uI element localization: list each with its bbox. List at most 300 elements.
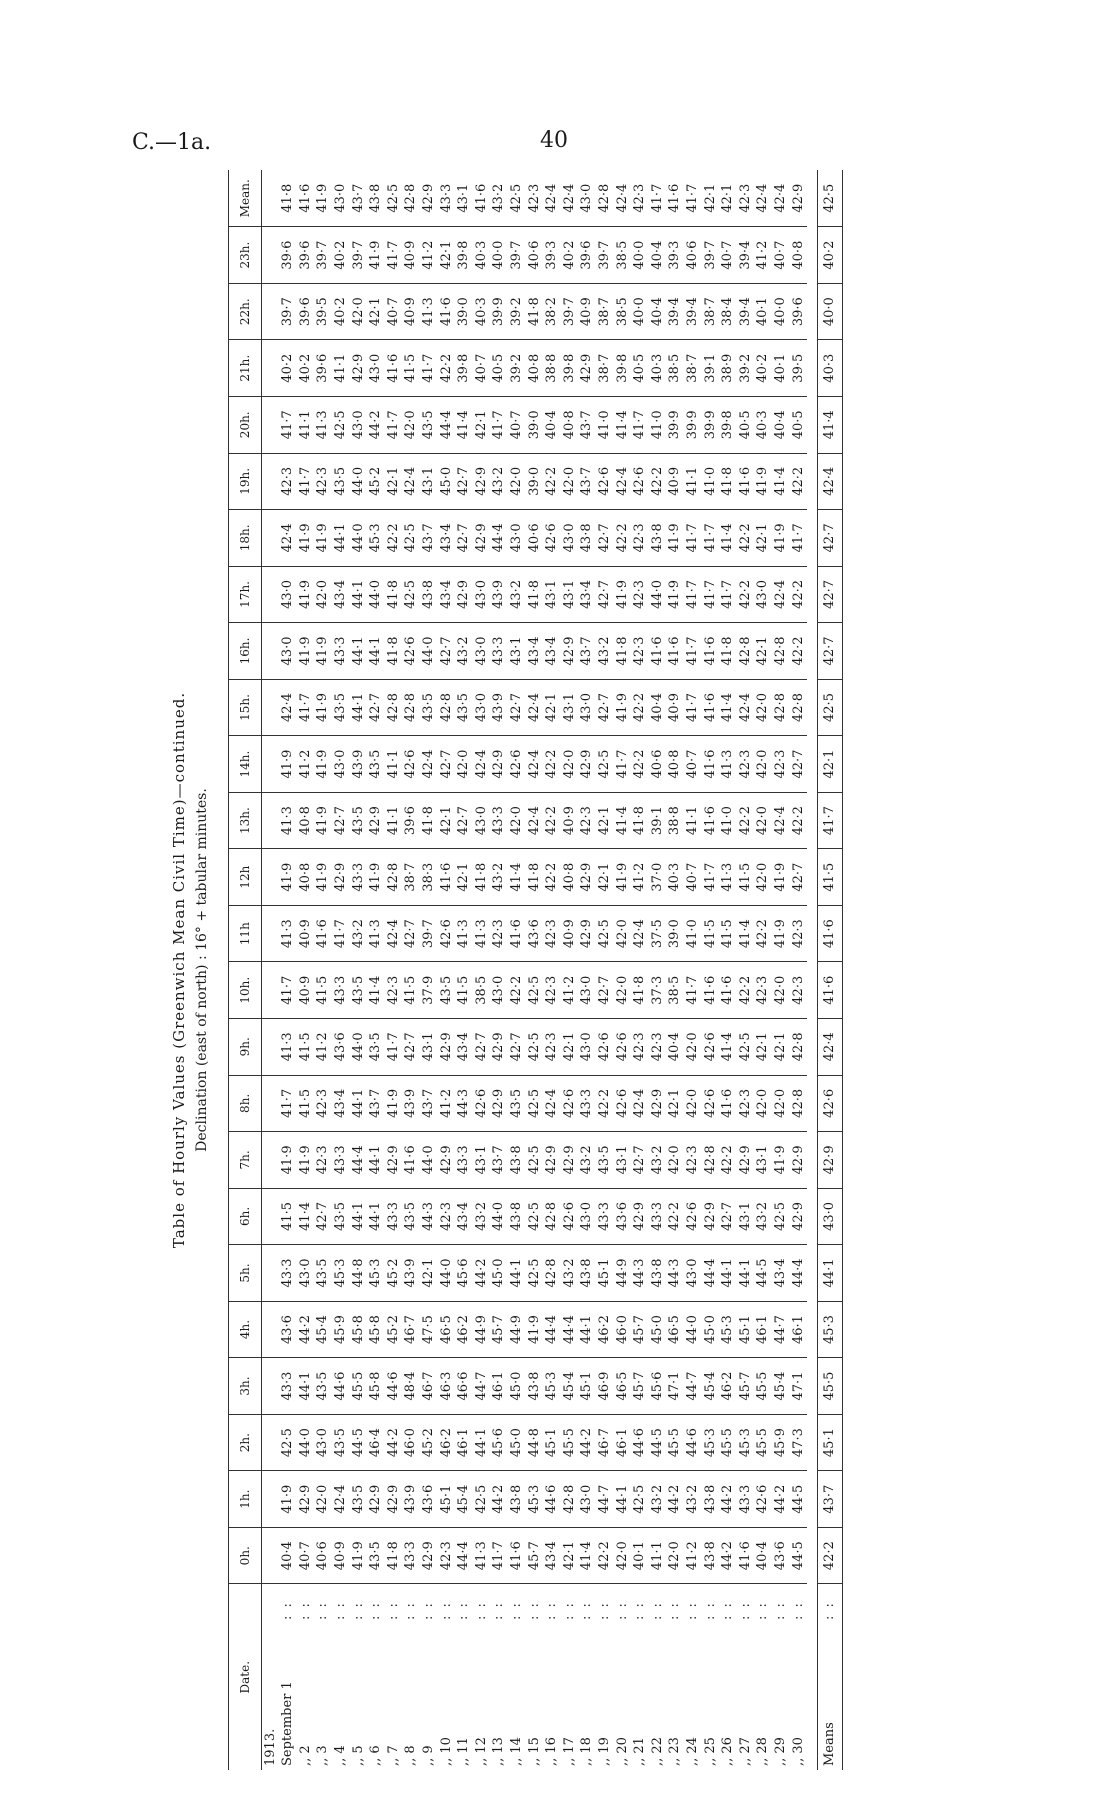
table-cell: 43·4 <box>543 623 561 680</box>
table-cell: 45·7 <box>631 1301 649 1358</box>
row-mean-cell: 42·5 <box>508 170 526 227</box>
table-cell: 43·8 <box>648 1245 666 1302</box>
table-cell: 41·7 <box>490 397 508 454</box>
table-cell: 42·1 <box>455 849 473 906</box>
table-cell: 43·4 <box>332 566 350 623</box>
table-cell: 41·6 <box>437 849 455 906</box>
table-cell: 41·7 <box>684 679 702 736</box>
table-cell: 38·7 <box>596 340 614 397</box>
table-cell: 45·7 <box>631 1358 649 1415</box>
table-cell: 41·7 <box>701 566 719 623</box>
table-cell: 44·4 <box>789 1245 807 1302</box>
table-cell: 43·0 <box>817 1188 842 1245</box>
table-cell: 42·5 <box>279 1414 297 1471</box>
table-cell: 42·9 <box>789 1132 807 1189</box>
table-cell: 47·3 <box>789 1414 807 1471</box>
table-cell: 41·0 <box>596 397 614 454</box>
table-cell: 44·1 <box>367 1132 385 1189</box>
table-cell: 43·5 <box>420 679 438 736</box>
table-cell: 39·6 <box>297 227 315 284</box>
table-cell: 42·5 <box>817 679 842 736</box>
table-cell: 40·8 <box>297 792 315 849</box>
row-leader-dots: : : <box>491 1601 507 1620</box>
row-mean-cell: 43·3 <box>437 170 455 227</box>
column-header: 9h. <box>229 1019 262 1076</box>
table-cell: 42·3 <box>631 510 649 567</box>
table-cell: 43·3 <box>490 792 508 849</box>
table-cell: 42·4 <box>420 736 438 793</box>
table-cell: 45·1 <box>817 1414 842 1471</box>
table-cell: 38·8 <box>543 340 561 397</box>
table-cell: 42·0 <box>754 736 772 793</box>
table-cell: 41·7 <box>279 1075 297 1132</box>
table-cell: 42·2 <box>736 792 754 849</box>
table-cell: 44·1 <box>719 1245 737 1302</box>
table-cell: 41·3 <box>420 283 438 340</box>
table-cell: 40·7 <box>473 340 491 397</box>
table-cell: 42·8 <box>561 1471 579 1528</box>
table-cell: 39·1 <box>648 792 666 849</box>
table-cell: 44·2 <box>490 1471 508 1528</box>
table-cell: 39·6 <box>314 340 332 397</box>
table-cell: 42·5 <box>473 1471 491 1528</box>
table-cell: 44·1 <box>508 1245 526 1302</box>
table-cell: 39·6 <box>578 227 596 284</box>
table-cell: 41·6 <box>736 1527 754 1584</box>
row-leader-dots: : : <box>473 1601 489 1620</box>
table-cell: 45·2 <box>385 1245 403 1302</box>
table-cell: 40·7 <box>508 397 526 454</box>
table-cell: 43·1 <box>561 566 579 623</box>
table-cell: 42·8 <box>402 679 420 736</box>
table-cell: 46·5 <box>437 1301 455 1358</box>
table-cell: 39·9 <box>701 397 719 454</box>
row-mean-cell: 43·1 <box>455 170 473 227</box>
table-cell: 44·8 <box>525 1414 543 1471</box>
row-date-label: ,, 5 <box>350 1745 366 1766</box>
table-cell: 41·2 <box>684 1527 702 1584</box>
table-cell: 42·4 <box>385 905 403 962</box>
table-cell: 44·2 <box>297 1301 315 1358</box>
table-cell: 44·1 <box>349 1188 367 1245</box>
row-date-label: ,, 15 <box>526 1737 542 1766</box>
table-row <box>701 170 719 1770</box>
table-cell: 41·3 <box>314 397 332 454</box>
table-cell: 41·9 <box>297 566 315 623</box>
table-cell: 44·3 <box>455 1075 473 1132</box>
table-cell: 46·7 <box>402 1301 420 1358</box>
table-cell: 42·2 <box>508 962 526 1019</box>
row-date-label: ,, 17 <box>561 1737 577 1766</box>
table-cell: 38·7 <box>684 340 702 397</box>
table-cell: 39·7 <box>596 227 614 284</box>
table-cell: 41·1 <box>684 453 702 510</box>
table-cell: 42·1 <box>817 736 842 793</box>
table-cell: 45·8 <box>367 1301 385 1358</box>
table-cell: 43·8 <box>578 510 596 567</box>
table-cell: 40·4 <box>648 227 666 284</box>
table-cell: 44·1 <box>349 1075 367 1132</box>
table-cell: 39·7 <box>349 227 367 284</box>
row-date-label: ,, 7 <box>385 1745 401 1766</box>
table-cell: 41·9 <box>367 849 385 906</box>
table-row <box>314 170 332 1770</box>
table-cell: 43·4 <box>578 566 596 623</box>
table-cell: 42·3 <box>578 792 596 849</box>
table-cell: 42·0 <box>508 792 526 849</box>
table-cell: 41·8 <box>525 849 543 906</box>
table-cell: 42·9 <box>578 736 596 793</box>
table-cell: 41·2 <box>631 849 649 906</box>
table-cell: 41·9 <box>314 792 332 849</box>
table-cell: 46·0 <box>402 1414 420 1471</box>
table-cell: 41·0 <box>684 905 702 962</box>
table-cell: 44·6 <box>684 1414 702 1471</box>
table-cell: 42·2 <box>613 510 631 567</box>
table-cell: 41·3 <box>367 905 385 962</box>
table-cell: 41·6 <box>701 623 719 680</box>
table-cell: 42·2 <box>543 792 561 849</box>
table-cell: 41·7 <box>701 849 719 906</box>
table-cell: 43·7 <box>490 1132 508 1189</box>
table-cell: 42·4 <box>279 679 297 736</box>
table-row <box>596 170 614 1770</box>
table-cell: 38·8 <box>666 792 684 849</box>
table-cell: 42·7 <box>437 736 455 793</box>
table-cell: 42·4 <box>473 736 491 793</box>
table-cell: 45·6 <box>648 1358 666 1415</box>
row-mean-cell: 43·7 <box>349 170 367 227</box>
row-mean-cell: 42·3 <box>525 170 543 227</box>
table-cell: 47·1 <box>666 1358 684 1415</box>
table-cell: 44·7 <box>596 1471 614 1528</box>
table-cell: 41·8 <box>385 566 403 623</box>
table-cell: 43·5 <box>314 1358 332 1415</box>
table-cell: 42·9 <box>437 1019 455 1076</box>
table-cell: 42·1 <box>754 1019 772 1076</box>
table-row <box>631 170 649 1770</box>
table-cell: 41·9 <box>297 623 315 680</box>
table-cell: 42·1 <box>754 623 772 680</box>
table-row <box>648 170 666 1770</box>
table-cell: 45·1 <box>543 1414 561 1471</box>
column-header: 22h. <box>229 283 262 340</box>
table-cell: 46·9 <box>596 1358 614 1415</box>
table-cell: 41·2 <box>297 736 315 793</box>
table-cell: 42·4 <box>525 736 543 793</box>
table-cell: 43·5 <box>455 679 473 736</box>
table-cell: 43·0 <box>349 397 367 454</box>
table-cell: 45·7 <box>525 1527 543 1584</box>
table-cell: 43·5 <box>332 1188 350 1245</box>
table-cell: 46·1 <box>789 1301 807 1358</box>
table-cell: 40·2 <box>561 227 579 284</box>
table-cell: 42·0 <box>684 1075 702 1132</box>
table-cell: 46·0 <box>613 1301 631 1358</box>
table-cell: 43·8 <box>508 1471 526 1528</box>
column-header: 20h. <box>229 397 262 454</box>
year-label: 1913. <box>263 1728 278 1766</box>
table-cell: 44·1 <box>817 1245 842 1302</box>
table-cell: 38·7 <box>596 283 614 340</box>
table-cell: 39·0 <box>666 905 684 962</box>
table-cell: 45·7 <box>490 1301 508 1358</box>
table-cell: 42·0 <box>561 453 579 510</box>
row-leader-dots: : : <box>817 1584 842 1620</box>
table-cell: 41·7 <box>817 792 842 849</box>
table-cell: 46·7 <box>420 1358 438 1415</box>
table-cell: 44·1 <box>349 679 367 736</box>
table-cell: 39·4 <box>736 227 754 284</box>
column-header: 5h. <box>229 1245 262 1302</box>
table-cell: 43·0 <box>578 1471 596 1528</box>
table-cell: 44·3 <box>666 1245 684 1302</box>
table-cell: 41·3 <box>473 905 491 962</box>
column-header: 8h. <box>229 1075 262 1132</box>
table-cell: 42·7 <box>596 679 614 736</box>
row-mean-cell: 43·0 <box>332 170 350 227</box>
row-leader-dots: : : <box>350 1601 366 1620</box>
table-cell: 42·3 <box>543 962 561 1019</box>
table-cell: 43·7 <box>578 397 596 454</box>
table-cell: 42·7 <box>631 1132 649 1189</box>
table-cell: 38·5 <box>613 227 631 284</box>
table-cell: 43·0 <box>754 566 772 623</box>
table-cell: 41·1 <box>684 792 702 849</box>
row-date-label: ,, 23 <box>667 1737 683 1766</box>
row-date-label: ,, 4 <box>333 1745 349 1766</box>
table-cell: 44·1 <box>367 1188 385 1245</box>
table-row <box>736 170 754 1770</box>
table-cell: 43·0 <box>367 340 385 397</box>
table-cell: 42·9 <box>385 1132 403 1189</box>
table-cell: 44·2 <box>666 1471 684 1528</box>
table-row <box>385 170 403 1770</box>
table-cell: 45·4 <box>455 1471 473 1528</box>
table-cell: 42·0 <box>613 1527 631 1584</box>
table-cell: 40·4 <box>772 397 790 454</box>
table-cell: 44·1 <box>297 1358 315 1415</box>
table-cell: 40·9 <box>297 905 315 962</box>
table-cell: 43·2 <box>508 566 526 623</box>
table-row <box>437 170 455 1770</box>
table-cell: 41·6 <box>701 792 719 849</box>
table-cell: 43·8 <box>508 1188 526 1245</box>
table-cell: 39·1 <box>701 340 719 397</box>
table-cell: 42·3 <box>736 736 754 793</box>
table-cell: 43·5 <box>402 1188 420 1245</box>
table-cell: 42·9 <box>490 1075 508 1132</box>
table-cell: 46·2 <box>455 1301 473 1358</box>
table-cell: 38·5 <box>613 283 631 340</box>
table-cell: 42·4 <box>402 453 420 510</box>
table-cell: 40·7 <box>385 283 403 340</box>
table-cell: 42·4 <box>525 679 543 736</box>
table-cell: 41·3 <box>279 792 297 849</box>
table-cell: 46·1 <box>490 1358 508 1415</box>
table-cell: 41·7 <box>684 623 702 680</box>
table-cell: 40·6 <box>684 227 702 284</box>
table-cell: 39·0 <box>455 283 473 340</box>
table-cell: 42·7 <box>789 736 807 793</box>
table-cell: 44·2 <box>367 397 385 454</box>
table-cell: 42·6 <box>684 1188 702 1245</box>
table-cell: 41·6 <box>508 1527 526 1584</box>
table-row <box>754 170 772 1770</box>
table-cell: 41·4 <box>719 679 737 736</box>
table-cell: 42·9 <box>543 1132 561 1189</box>
table-row <box>473 170 491 1770</box>
table-cell: 41·6 <box>701 736 719 793</box>
table-cell: 39·3 <box>543 227 561 284</box>
column-header: 17h. <box>229 566 262 623</box>
table-cell: 40·9 <box>332 1527 350 1584</box>
table-cell: 42·7 <box>508 1019 526 1076</box>
row-mean-cell: 42·4 <box>613 170 631 227</box>
table-cell: 37·3 <box>648 962 666 1019</box>
table-cell: 40·1 <box>631 1527 649 1584</box>
table-cell: 42·8 <box>437 679 455 736</box>
column-header: 4h. <box>229 1301 262 1358</box>
table-cell: 43·2 <box>561 1245 579 1302</box>
table-cell: 43·0 <box>684 1245 702 1302</box>
table-cell: 41·4 <box>613 792 631 849</box>
table-cell: 45·3 <box>719 1301 737 1358</box>
table-cell: 43·5 <box>367 1527 385 1584</box>
table-cell: 42·2 <box>719 1132 737 1189</box>
table-cell: 42·9 <box>385 1471 403 1528</box>
table-cell: 40·6 <box>314 1527 332 1584</box>
row-mean-cell: 43·0 <box>578 170 596 227</box>
row-date-label: ,, 20 <box>614 1737 630 1766</box>
table-cell: 44·0 <box>349 453 367 510</box>
table-cell: 45·3 <box>701 1414 719 1471</box>
table-cell: 42·3 <box>279 453 297 510</box>
row-leader-dots: : : <box>526 1601 542 1620</box>
table-cell: 39·8 <box>455 227 473 284</box>
table-cell: 45·1 <box>736 1301 754 1358</box>
table-cell: 41·7 <box>420 340 438 397</box>
table-cell: 42·9 <box>437 1132 455 1189</box>
table-cell: 42·4 <box>543 1075 561 1132</box>
table-cell: 42·3 <box>314 1132 332 1189</box>
document-code: C.—1a. <box>132 130 212 155</box>
table-cell: 41·5 <box>279 1188 297 1245</box>
row-date-label: ,, 6 <box>368 1745 384 1766</box>
table-cell: 40·4 <box>648 679 666 736</box>
table-cell: 42·0 <box>772 1075 790 1132</box>
table-cell: 45·0 <box>508 1358 526 1415</box>
row-date-label: ,, 12 <box>473 1737 489 1766</box>
table-cell: 43·9 <box>402 1075 420 1132</box>
table-cell: 42·8 <box>543 1188 561 1245</box>
table-row <box>420 170 438 1770</box>
table-cell: 39·8 <box>561 340 579 397</box>
table-cell: 43·5 <box>349 962 367 1019</box>
table-cell: 41·9 <box>297 510 315 567</box>
table-cell: 42·2 <box>385 510 403 567</box>
table-cell: 42·8 <box>701 1132 719 1189</box>
row-date-label: ,, 25 <box>702 1737 718 1766</box>
table-cell: 39·9 <box>490 283 508 340</box>
table-cell: 45·3 <box>525 1471 543 1528</box>
table-cell: 42·6 <box>561 1188 579 1245</box>
table-cell: 40·8 <box>789 227 807 284</box>
table-cell: 44·0 <box>648 566 666 623</box>
table-cell: 41·9 <box>349 1527 367 1584</box>
table-cell: 42·9 <box>561 1132 579 1189</box>
table-cell: 41·8 <box>631 792 649 849</box>
row-mean-cell: 42·8 <box>402 170 420 227</box>
table-cell: 44·7 <box>772 1301 790 1358</box>
table-cell: 39·4 <box>666 283 684 340</box>
table-cell: 45·4 <box>772 1358 790 1415</box>
table-cell: 42·9 <box>561 623 579 680</box>
table-cell: 42·4 <box>631 905 649 962</box>
table-cell: 43·0 <box>297 1245 315 1302</box>
table-cell: 42·6 <box>508 736 526 793</box>
table-row <box>402 170 420 1770</box>
table-cell: 41·7 <box>684 510 702 567</box>
table-cell: 40·4 <box>279 1527 297 1584</box>
table-cell: 41·9 <box>385 1075 403 1132</box>
table-cell: 42·3 <box>543 905 561 962</box>
table-cell: 42·0 <box>754 849 772 906</box>
table-cell: 40·5 <box>631 340 649 397</box>
table-cell: 44·6 <box>543 1471 561 1528</box>
table-cell: 43·5 <box>332 453 350 510</box>
table-cell: 40·2 <box>817 227 842 284</box>
table-cell: 42·1 <box>596 849 614 906</box>
table-cell: 44·7 <box>684 1358 702 1415</box>
table-cell: 43·3 <box>402 1527 420 1584</box>
table-cell: 41·9 <box>772 849 790 906</box>
table-cell: 42·3 <box>789 905 807 962</box>
table-cell: 42·8 <box>543 1245 561 1302</box>
row-leader-dots: : : <box>772 1601 788 1620</box>
table-cell: 40·4 <box>648 283 666 340</box>
table-cell: 41·7 <box>297 679 315 736</box>
row-mean-cell: 41·7 <box>684 170 702 227</box>
table-cell: 40·2 <box>332 283 350 340</box>
table-cell: 40·0 <box>817 283 842 340</box>
table-cell: 45·0 <box>490 1245 508 1302</box>
table-row <box>297 170 315 1770</box>
table-cell: 43·9 <box>490 566 508 623</box>
table-cell: 42·1 <box>543 679 561 736</box>
table-cell: 37·0 <box>648 849 666 906</box>
table-cell: 41·7 <box>701 510 719 567</box>
table-cell: 42·3 <box>754 962 772 1019</box>
table-cell: 45·5 <box>754 1414 772 1471</box>
row-leader-dots: : : <box>614 1601 630 1620</box>
table-cell: 41·4 <box>736 905 754 962</box>
row-leader-dots: : : <box>632 1601 648 1620</box>
table-cell: 42·9 <box>332 849 350 906</box>
table-cell: 45·0 <box>437 453 455 510</box>
table-cell: 42·7 <box>437 623 455 680</box>
table-cell: 42·7 <box>473 1019 491 1076</box>
table-cell: 42·5 <box>402 510 420 567</box>
table-cell: 44·6 <box>631 1414 649 1471</box>
rotated-table-block <box>170 170 960 1770</box>
table-cell: 45·3 <box>543 1358 561 1415</box>
table-cell: 46·1 <box>754 1301 772 1358</box>
table-cell: 41·7 <box>385 397 403 454</box>
table-cell: 41·5 <box>701 905 719 962</box>
table-cell: 43·2 <box>684 1471 702 1528</box>
table-cell: 40·8 <box>561 397 579 454</box>
